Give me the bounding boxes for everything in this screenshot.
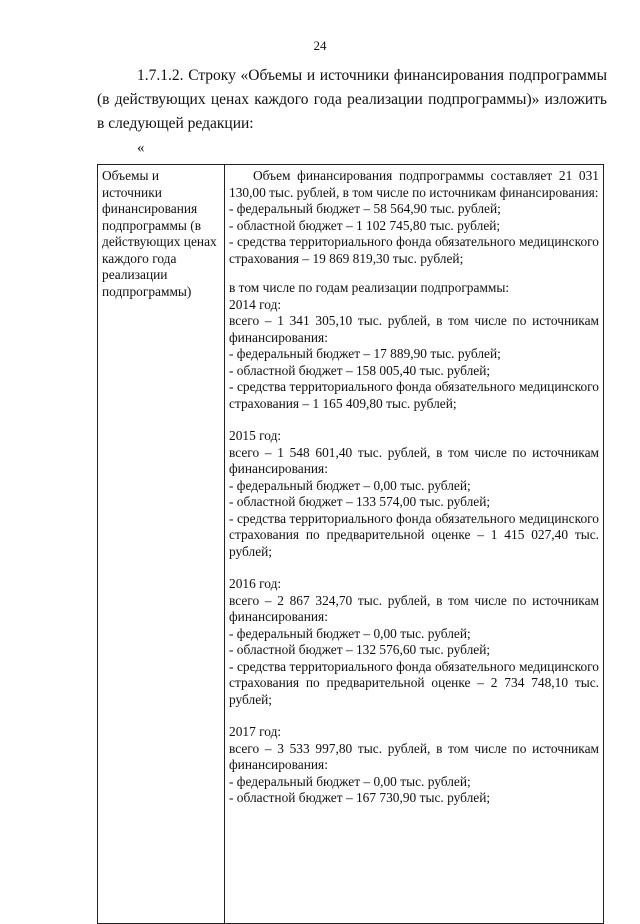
year-2016-fund: - средства территориального фонда обязательного медицинского страхования по предварительной оценке – 2 734 748,10 тыс. рублей; [229,658,599,707]
by-years-intro: в том числе по годам реализации подпрограммы: [229,280,510,295]
year-2014-total: всего – 1 341 305,10 тыс. рублей, в том числе по источникам финансирования: [229,313,599,345]
year-2017-federal: - федеральный бюджет – 0,00 тыс. рублей; [229,773,471,789]
year-2014-fund: - средства территориального фонда обязательного медицинского страхования – 1 165 409,80 тыс. рублей; [229,379,599,411]
year-2015-regional: - областной бюджет – 133 574,00 тыс. рублей; [229,494,491,509]
year-2016-total: всего – 2 867 324,70 тыс. рублей, в том числе по источникам финансирования: [229,592,599,624]
year-2014-regional: - областной бюджет – 158 005,40 тыс. рублей; [229,362,491,378]
year-2015-heading: 2015 год: [229,428,282,443]
row-label-cell [98,165,225,924]
year-2017-heading: 2017 год: [229,724,282,739]
year-2017-total: всего – 3 533 997,80 тыс. рублей, в том числе по источникам финансирования: [229,740,599,772]
financing-table [97,164,604,924]
table-row [98,165,604,924]
total-fund-financing: - средства территориального фонда обязательного медицинского страхования – 19 869 819,30 тыс. рублей; [229,234,599,266]
year-2014-federal: - федеральный бюджет – 17 889,90 тыс. рублей; [229,346,501,361]
total-federal-budget: - федеральный бюджет – 58 564,90 тыс. рублей; [229,201,501,216]
opening-quote-mark: « [137,140,145,156]
total-regional-budget: - областной бюджет – 1 102 745,80 тыс. рублей; [229,217,501,233]
page-number: 24 [313,38,327,53]
row-label-text: Объемы и источники финансирования подпрограммы (в действующих ценах каждого года реализации подпрограммы) [102,168,217,299]
year-2017-regional: - областной бюджет – 167 730,90 тыс. рублей; [229,790,491,805]
amendment-paragraph: 1.7.1.2. Строку «Объемы и источники финансирования подпрограммы (в действующих ценах каждого года реализации подпрограммы)» изложить в следующей редакции: [97,67,607,132]
year-2016-regional: - областной бюджет – 132 576,60 тыс. рублей; [229,642,491,657]
year-2016-heading: 2016 год: [229,576,282,591]
year-2016-federal: - федеральный бюджет – 0,00 тыс. рублей; [229,625,471,641]
year-2014-heading: 2014 год: [229,296,282,312]
financing-content-cell [225,165,604,924]
year-2015-total: всего – 1 548 601,40 тыс. рублей, в том числе по источникам финансирования: [229,444,599,476]
year-2015-fund: - средства территориального фонда обязательного медицинского страхования по предварительной оценке – 1 415 027,40 тыс. рублей; [229,510,599,559]
year-2015-federal: - федеральный бюджет – 0,00 тыс. рублей; [229,477,471,493]
total-financing-intro: Объем финансирования подпрограммы составляет 21 031 130,00 тыс. рублей, в том числе по источникам финансирования: [229,168,599,200]
